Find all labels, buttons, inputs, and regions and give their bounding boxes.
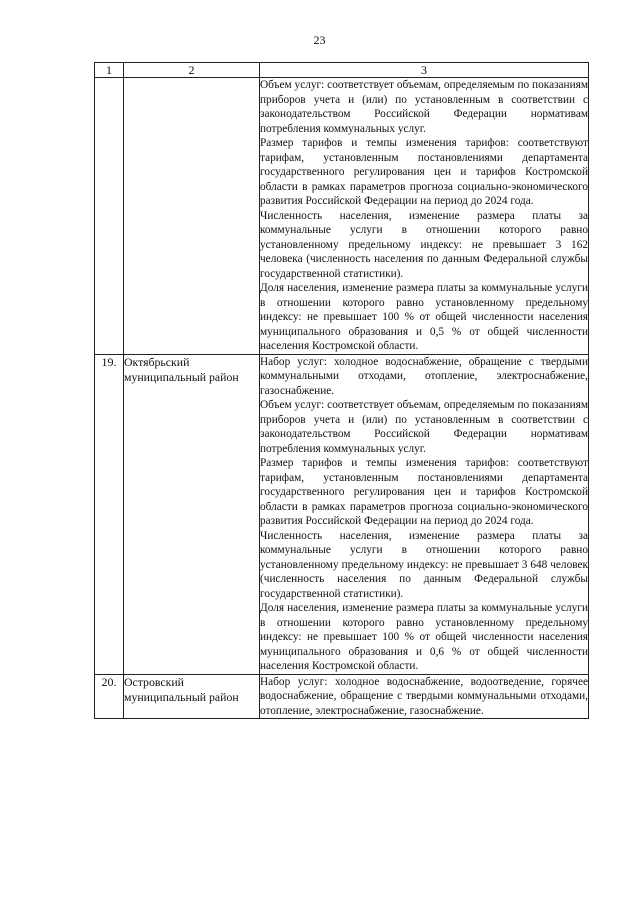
paragraph: Размер тарифов и темпы изменения тарифов: соответствуют тарифам, установленным постановлениями департамента государственного регулирования цен и тарифов Костромской области в рамках параметров прогноза социально-экономического развития Российской Федерации на период до 2024 года.: [260, 137, 588, 207]
page-number: 23: [313, 33, 326, 47]
table-row: [95, 78, 589, 355]
municipality-name: Островский муниципальный район: [124, 674, 260, 719]
column-header-1: 1: [95, 63, 124, 78]
paragraph: Доля населения, изменение размера платы за коммунальные услуги в отношении которого равно установленному предельному индексу: не превышает 100 % от общей численности населения муниципального образования и 0,5 % от общей численности населения Костромской области.: [260, 282, 588, 352]
paragraph: Размер тарифов и темпы изменения тарифов: соответствуют тарифам, установленным постановлениями департамента государственного регулирования цен и тарифов Костромской области в рамках параметров прогноза социально-экономического развития Российской Федерации на период до 2024 года.: [260, 457, 588, 527]
paragraph: Численность населения, изменение размера платы за коммунальные услуги в отношении которого равно установленному предельному индексу: не превышает 3 648 человек (численность населения по данным Федеральной службы государственной статистики).: [260, 529, 588, 600]
table-row: [95, 674, 589, 719]
row-description: [260, 78, 589, 355]
table-row: [95, 354, 589, 674]
column-header-2: 2: [124, 63, 260, 78]
row-number: 20.: [95, 674, 124, 719]
municipality-name: Октябрьский муниципальный район: [124, 354, 260, 674]
row-number: [95, 78, 124, 355]
paragraph: Численность населения, изменение размера платы за коммунальные услуги в отношении которого равно установленному предельному индексу: не превышает 3 162 человека (численность населения по данным Федеральной службы государственной статистики).: [260, 209, 588, 280]
paragraph: Набор услуг: холодное водоснабжение, водоотведение, горячее водоснабжение, обращение с твердыми коммунальными отходами, отопление, электроснабжение, газоснабжение.: [260, 675, 588, 717]
row-number: 19.: [95, 354, 124, 674]
paragraph: Объем услуг: соответствует объемам, определяемым по показаниям приборов учета и (или) по установленным в соответствии с законодательством Российской Федерации нормативам потребления коммунальных услуг.: [260, 79, 588, 135]
row-description: [260, 354, 589, 674]
table-header-row: [95, 63, 589, 78]
services-table: [94, 62, 589, 719]
row-description: [260, 674, 589, 719]
column-header-3: 3: [260, 63, 589, 78]
paragraph: Набор услуг: холодное водоснабжение, обращение с твердыми коммунальными отходами, отопление, электроснабжение, газоснабжение.: [260, 355, 588, 397]
paragraph: Доля населения, изменение размера платы за коммунальные услуги в отношении которого равно установленному предельному индексу: не превышает 100 % от общей численности населения муниципального образования и 0,6 % от общей численности населения Костромской области.: [260, 602, 588, 672]
paragraph: Объем услуг: соответствует объемам, определяемым по показаниям приборов учета и (или) по установленным в соответствии с законодательством Российской Федерации нормативам потребления коммунальных услуг.: [260, 399, 588, 455]
municipality-name: [124, 78, 260, 355]
